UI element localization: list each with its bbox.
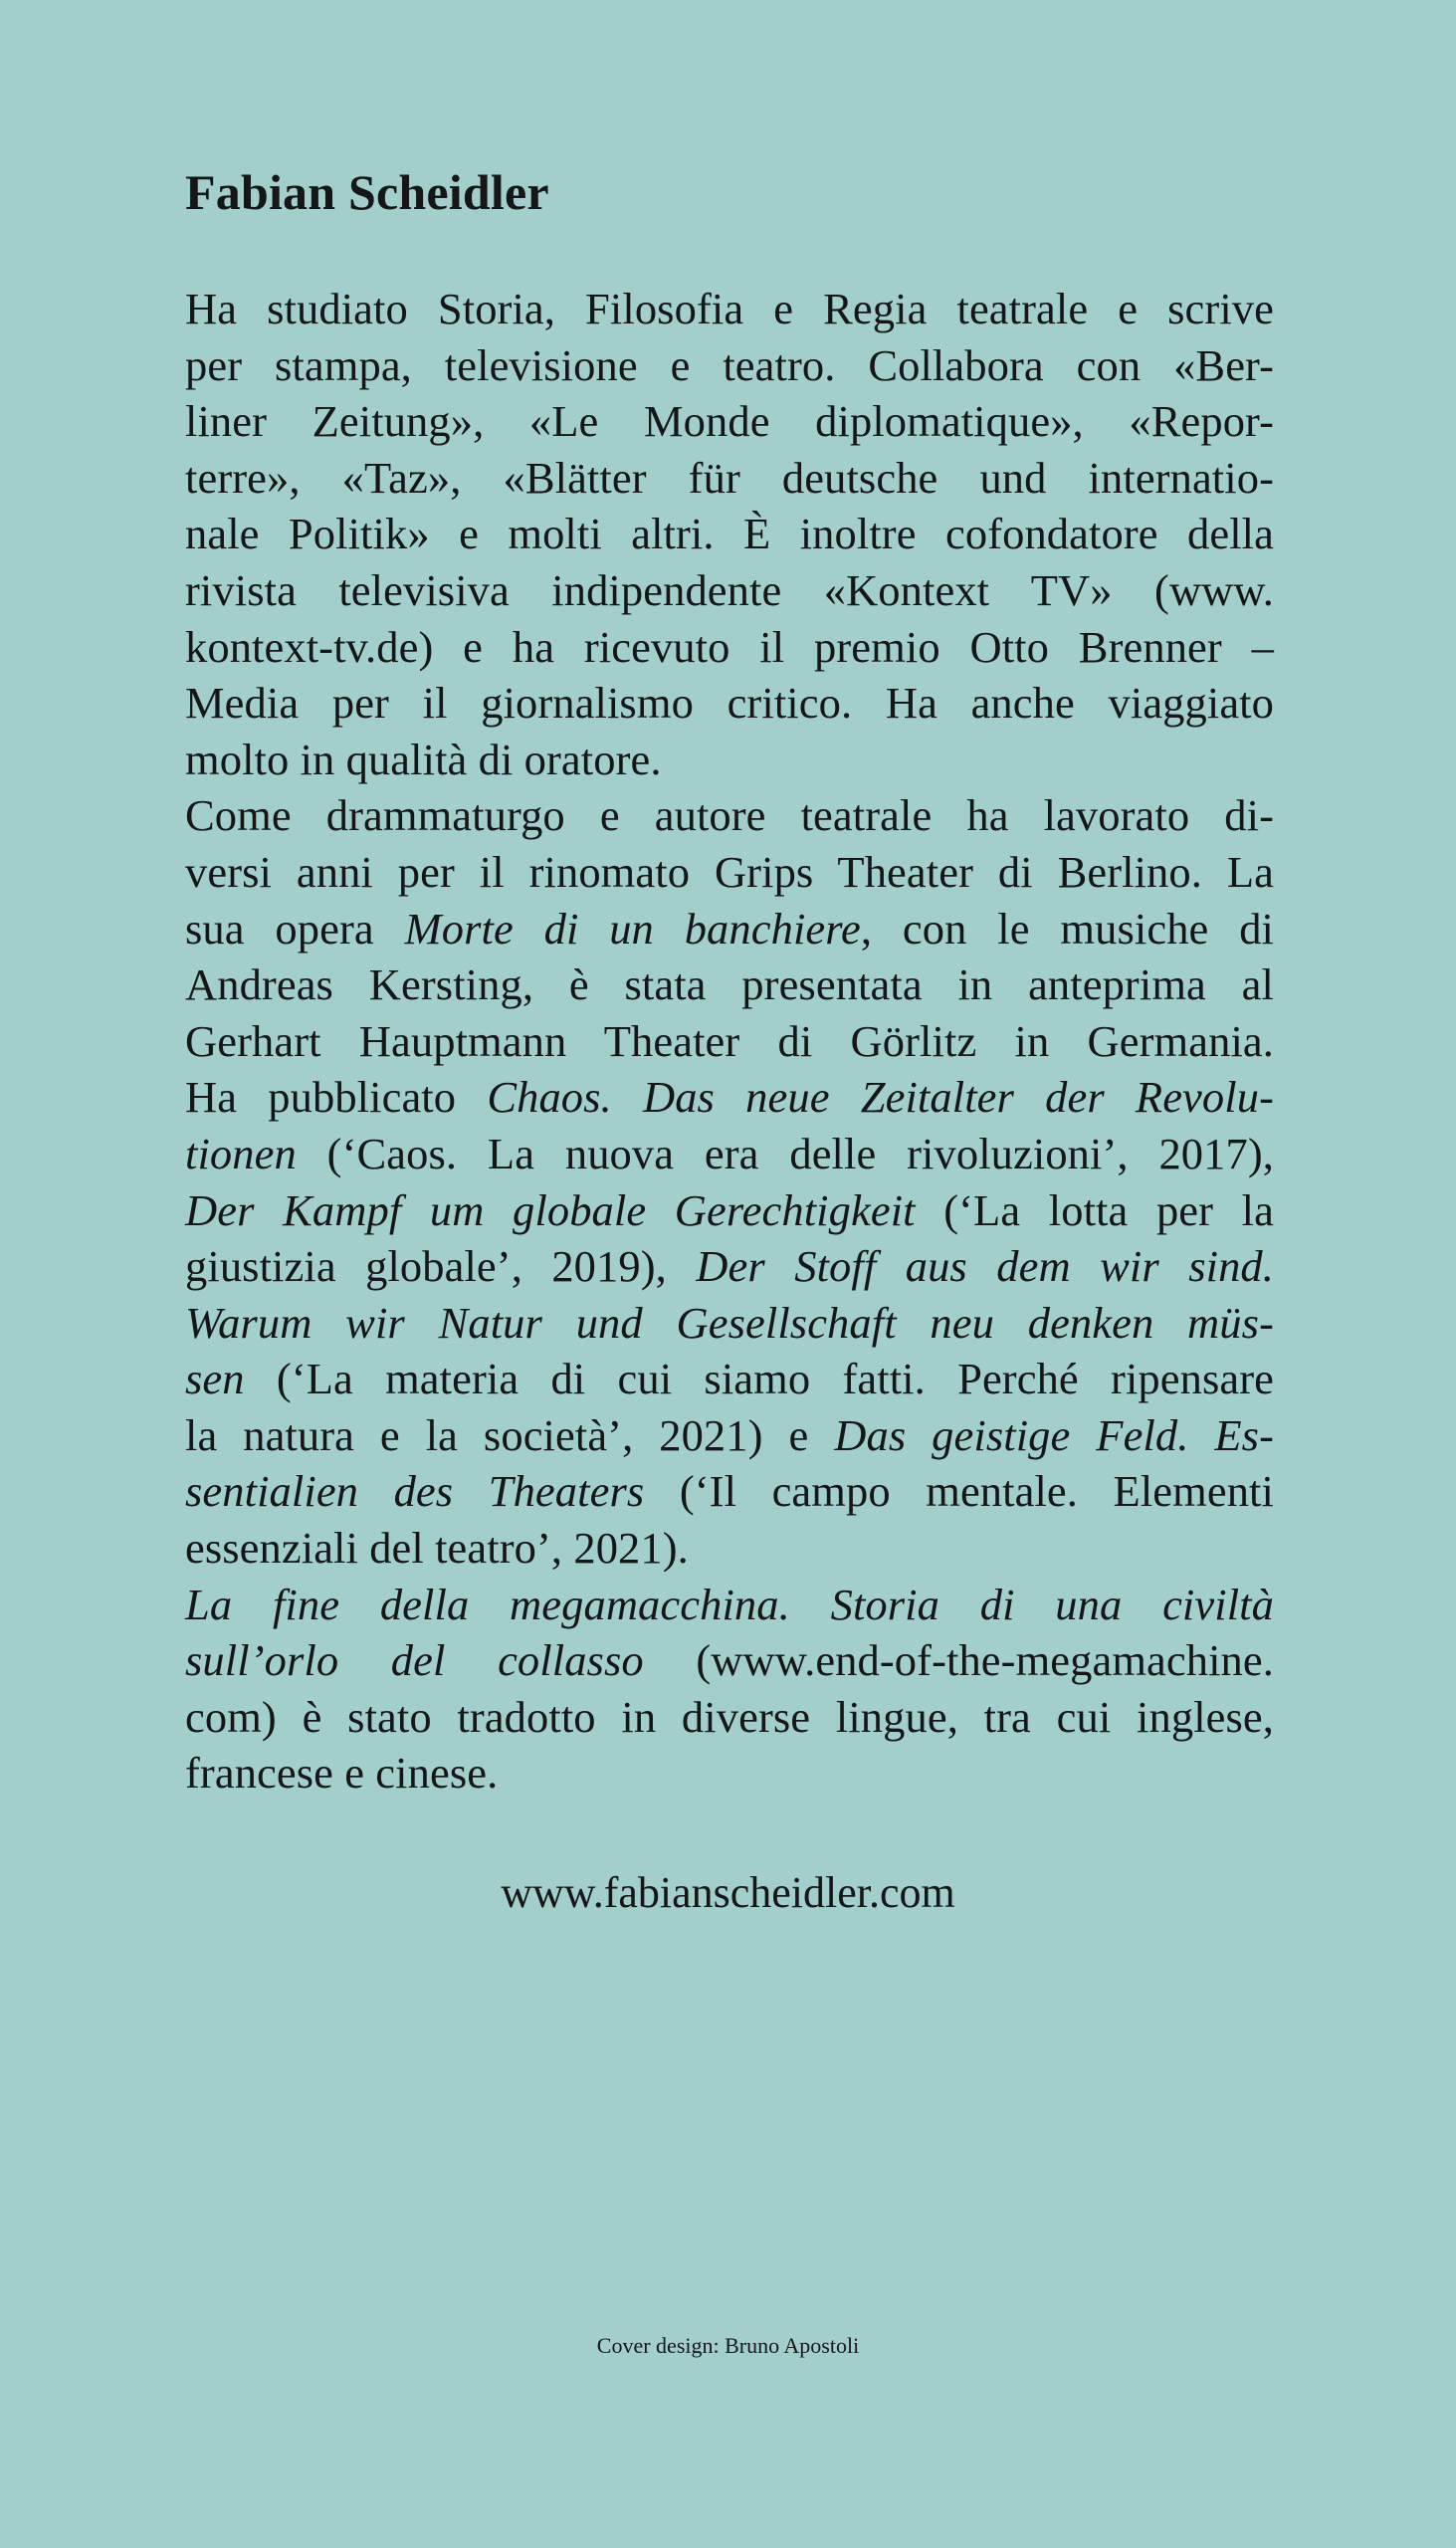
bio-line xyxy=(185,956,1274,1013)
bio-text: la natura e la società’, 2021) e xyxy=(185,1409,835,1460)
bio-line xyxy=(185,732,1274,788)
bio-line xyxy=(185,1745,1274,1802)
bio-line xyxy=(185,1577,1274,1633)
bio-text: versi anni per il rinomato Grips Theater di Berlino. La xyxy=(185,846,1274,897)
bio-text: per stampa, televisione e teatro. Collabora con «Ber- xyxy=(185,339,1274,390)
bio-line xyxy=(185,1182,1274,1239)
bio-text: com) è stato tradotto in diverse lingue, tra cui inglese, xyxy=(185,1691,1274,1742)
bio-text: terre», «Taz», «Blätter für deutsche und internatio- xyxy=(185,452,1274,503)
bio-text: (www.end-of-the-megamachine. xyxy=(643,1635,1274,1686)
bio-text: (‘Il campo mentale. Elementi xyxy=(644,1466,1274,1517)
author-website: www.fabianscheidler.com xyxy=(501,1868,955,1917)
bio-line xyxy=(185,844,1274,901)
bio-text: Media per il giornalismo critico. Ha anche viaggiato xyxy=(185,678,1274,729)
bio-text: (‘La materia di cui siamo fatti. Perché ripensare xyxy=(244,1354,1274,1404)
bio-line xyxy=(185,1126,1274,1182)
bio-text: Ha studiato Storia, Filosofia e Regia teatrale e scrive xyxy=(185,284,1274,333)
bio-title-italic: Chaos. Das neue Zeitalter der Revolu- xyxy=(487,1072,1274,1123)
bio-line xyxy=(185,1013,1274,1070)
bio-title-italic: sen xyxy=(185,1354,245,1404)
bio-line xyxy=(185,562,1274,619)
bio-line xyxy=(185,675,1274,732)
author-name: Fabian Scheidler xyxy=(185,164,549,220)
bio-title-italic: sentialien des Theaters xyxy=(185,1466,645,1517)
bio-title-italic: tionen xyxy=(185,1128,297,1178)
bio-text: nale Politik» e molti altri. È inoltre cofondatore della xyxy=(185,509,1274,559)
bio-line xyxy=(185,1463,1274,1520)
bio-line xyxy=(185,1407,1274,1464)
bio-text: Andreas Kersting, è stata presentata in anteprima al xyxy=(185,959,1274,1010)
bio-line xyxy=(185,619,1274,676)
bio-line xyxy=(185,506,1274,562)
bio-text: Come drammaturgo e autore teatrale ha lavorato di- xyxy=(185,790,1274,841)
bio-line xyxy=(185,787,1274,844)
bio-text: essenziali del teatro’, 2021). xyxy=(185,1523,689,1574)
bio-line xyxy=(185,1632,1274,1689)
bio-text: kontext-tv.de) e ha ricevuto il premio Otto Brenner – xyxy=(185,621,1274,672)
bio-text: (‘Caos. La nuova era delle rivoluzioni’, 2017), xyxy=(296,1128,1274,1178)
bio-line xyxy=(185,901,1274,957)
bio-title-italic: Warum wir Natur und Gesellschaft neu denken müs- xyxy=(185,1297,1274,1348)
bio-title-italic: Der Kampf um globale Gerechtigkeit xyxy=(185,1184,916,1235)
bio-text: , con le musiche di xyxy=(860,903,1275,954)
bio-title-italic: Der Stoff aus dem wir sind. xyxy=(696,1241,1274,1292)
bio-line xyxy=(185,337,1274,394)
bio-text: (‘La lotta per la xyxy=(915,1184,1274,1235)
cover-design-credit: Cover design: Bruno Apostoli xyxy=(596,2333,860,2358)
bio-text: Gerhart Hauptmann Theater di Görlitz in Germania. xyxy=(185,1015,1274,1066)
bio-text: sua opera xyxy=(185,903,405,954)
author-biography xyxy=(185,281,1274,1802)
bio-line xyxy=(185,450,1274,507)
bio-line xyxy=(185,1238,1274,1295)
bio-line xyxy=(185,1295,1274,1352)
bio-text: rivista televisiva indipendente «Kontext TV» (www. xyxy=(185,564,1274,615)
bio-line xyxy=(185,1520,1274,1577)
bio-text: molto in qualità di oratore. xyxy=(185,734,662,784)
bio-text: Ha pubblicato xyxy=(185,1072,488,1123)
bio-text: giustizia globale’, 2019), xyxy=(185,1241,697,1292)
bio-title-italic: Morte di un banchiere xyxy=(404,903,861,954)
bio-title-italic: La fine della megamacchina. Storia di una civiltà xyxy=(185,1579,1274,1629)
bio-line xyxy=(185,281,1274,337)
bio-line xyxy=(185,1689,1274,1746)
bio-title-italic: Das geistige Feld. Es- xyxy=(834,1409,1275,1460)
bio-text: francese e cinese. xyxy=(185,1748,499,1799)
bio-line xyxy=(185,1351,1274,1407)
bio-line xyxy=(185,393,1274,450)
bio-line xyxy=(185,1069,1274,1126)
bio-title-italic: sull’orlo del collasso xyxy=(185,1635,644,1686)
bio-text: liner Zeitung», «Le Monde diplomatique», «Repor- xyxy=(185,396,1274,447)
